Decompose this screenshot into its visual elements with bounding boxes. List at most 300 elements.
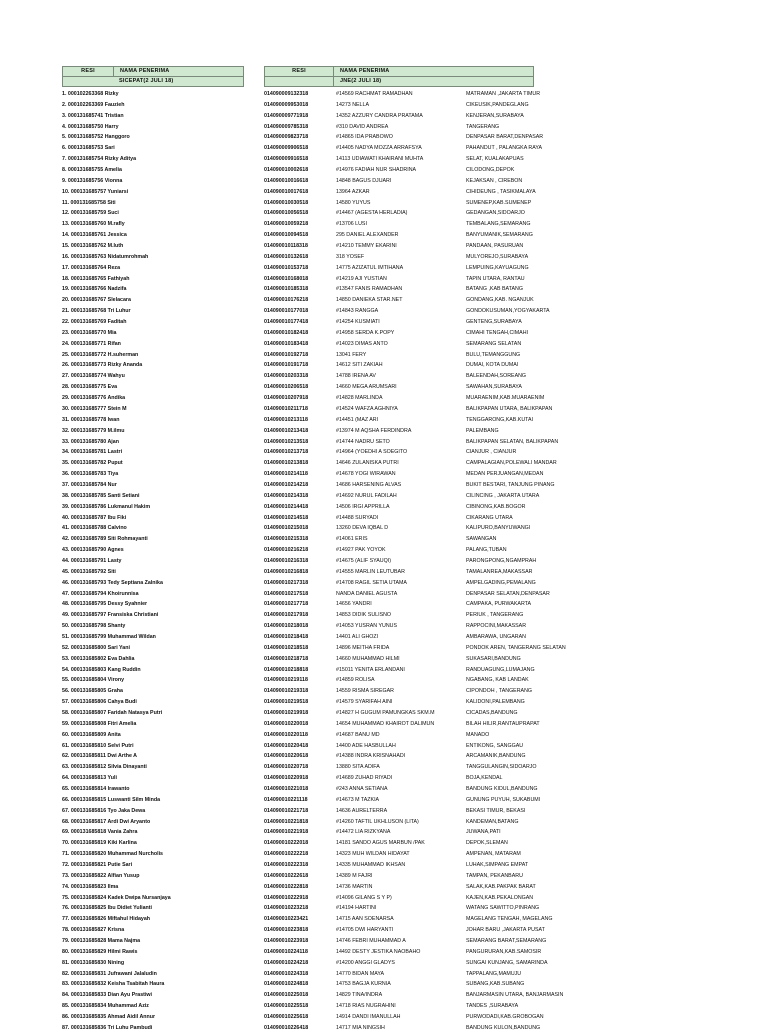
recipient-name: #14524 WAFZA AGHNIYA bbox=[336, 405, 398, 412]
recipient-address: SELAT, KUALAKAPUAS bbox=[466, 156, 524, 163]
shipment-row bbox=[62, 958, 762, 969]
jne-resi: 014090010218018 bbox=[264, 623, 309, 630]
recipient-name: 13260 DEVA IQBAL D bbox=[336, 525, 389, 532]
recipient-address: PANGURURAN,KAB.SAMOSIR bbox=[466, 948, 542, 955]
sicepat-entry: 69. 000131685818 Vania Zahra bbox=[62, 829, 138, 836]
recipient-name: 13041 FERY bbox=[336, 351, 367, 358]
jne-resi: 014090010221818 bbox=[264, 818, 309, 825]
shipment-row bbox=[62, 176, 762, 187]
jne-resi: 014090010216218 bbox=[264, 547, 309, 554]
jne-resi: 014090010183418 bbox=[264, 340, 309, 347]
recipient-address: PURWODADI,KAB.GROBOGAN bbox=[466, 1014, 544, 1021]
jne-resi: 014090010218818 bbox=[264, 666, 309, 673]
jne-resi: 014090010056518 bbox=[264, 210, 309, 217]
sicepat-entry: 41. 000131685788 Calvino bbox=[62, 525, 127, 532]
shipment-row bbox=[62, 795, 762, 806]
jne-resi: 014090010213518 bbox=[264, 438, 309, 445]
shipment-row bbox=[62, 545, 762, 556]
recipient-name: 14718 RIAS NUGRAHINI bbox=[336, 1003, 396, 1010]
recipient-name: 14612 SITI ZAKIAH bbox=[336, 362, 383, 369]
sicepat-entry: 75. 000131685824 Kadek Dwipa Nursanjaya bbox=[62, 894, 171, 901]
shipment-row bbox=[62, 426, 762, 437]
recipient-name: #14061 ERIS bbox=[336, 536, 368, 543]
jne-resi: 014090010214218 bbox=[264, 481, 309, 488]
recipient-name: 14850 DANIEKA STAR.NET bbox=[336, 297, 403, 304]
recipient-address: AMPELGADING,PEMALANG bbox=[466, 579, 536, 586]
shipment-row bbox=[62, 219, 762, 230]
recipient-name: 14775 AZIZATUL IMTIHANA bbox=[336, 264, 404, 271]
jne-resi-heading: RESI bbox=[265, 67, 334, 76]
recipient-address: MAGELANG TENGAH, MAGELANG bbox=[466, 916, 553, 923]
shipment-row bbox=[62, 871, 762, 882]
shipment-row bbox=[62, 686, 762, 697]
recipient-name: 14753 BAGJA KURNIA bbox=[336, 981, 391, 988]
sicepat-entry: 11. 000131685758 Siti bbox=[62, 199, 116, 206]
sicepat-entry: 27. 000131685774 Wahyu bbox=[62, 373, 125, 380]
recipient-name: 14848 BAGUS DJUARI bbox=[336, 177, 392, 184]
shipment-row bbox=[62, 599, 762, 610]
recipient-address: SAWANGAN bbox=[466, 536, 497, 543]
shipment-row bbox=[62, 882, 762, 893]
recipient-address: BATANG ,KAB BATANG bbox=[466, 286, 524, 293]
sicepat-entry: 26. 000131685773 Rizky Ananda bbox=[62, 362, 143, 369]
recipient-address: NGABANG, KAB LANDAK bbox=[466, 677, 529, 684]
sicepat-entry: 80. 000131685829 Hilmi Rawis bbox=[62, 948, 138, 955]
jne-resi: 014090010214518 bbox=[264, 514, 309, 521]
recipient-name: #14254 KUSMIATI bbox=[336, 319, 380, 326]
sicepat-entry: 23. 000131685770 Mia bbox=[62, 329, 117, 336]
sicepat-entry: 8. 000131685755 Amelia bbox=[62, 167, 122, 174]
jne-resi: 014090010153718 bbox=[264, 264, 309, 271]
sicepat-entry: 54. 000131685803 Kang Ruddin bbox=[62, 666, 141, 673]
sicepat-entry: 7. 000131685754 Rizky Aditya bbox=[62, 156, 137, 163]
sicepat-entry: 48. 000131685795 Dessy Syahnier bbox=[62, 601, 148, 608]
shipment-row bbox=[62, 773, 762, 784]
sicepat-entry: 22. 000131685769 Faditah bbox=[62, 319, 127, 326]
sicepat-entry: 55. 000131685804 Virony bbox=[62, 677, 125, 684]
shipment-row bbox=[62, 437, 762, 448]
sicepat-entry: 38. 000131685785 Santi Setiani bbox=[62, 492, 140, 499]
sicepat-entry: 74. 000131685823 Ilma bbox=[62, 883, 119, 890]
sicepat-entry: 61. 000131685810 Selvi Putri bbox=[62, 742, 134, 749]
shipment-row bbox=[62, 458, 762, 469]
recipient-name: 318 YOSEF bbox=[336, 253, 365, 260]
recipient-name: #243 ANNA SETIANA bbox=[336, 786, 388, 792]
recipient-address: TANGGULANGIN,SIDOARJO bbox=[466, 764, 537, 771]
shipment-row bbox=[62, 762, 762, 773]
recipient-name: #310 DAVID ANDREA bbox=[336, 123, 389, 130]
recipient-address: BOJA,KENDAL bbox=[466, 775, 503, 782]
recipient-address: KALIPURO,BANYUWANGI bbox=[466, 525, 531, 532]
recipient-name: 14181 SANDO AGUS MARBUN /PAK bbox=[336, 840, 425, 847]
jne-resi: 014090010219918 bbox=[264, 709, 309, 716]
sicepat-entry: 70. 000131685819 Kiki Karlina bbox=[62, 840, 137, 847]
sicepat-entry: 15. 000131685762 M.luth bbox=[62, 243, 124, 250]
sicepat-entry: 62. 000131685811 Dwi Arthe A bbox=[62, 753, 137, 760]
shipment-row bbox=[62, 523, 762, 534]
shipment-row bbox=[62, 89, 762, 100]
recipient-name: #14023 DIMAS ANTO bbox=[336, 340, 388, 347]
recipient-address: MUARAENIM,KAB.MUARAENIM bbox=[466, 395, 545, 402]
shipment-row bbox=[62, 100, 762, 111]
jne-resi: 014090010206518 bbox=[264, 384, 309, 391]
shipment-row bbox=[62, 230, 762, 241]
recipient-address: AMPENAN, MATARAM bbox=[466, 851, 521, 858]
jne-resi: 014090010215318 bbox=[264, 536, 309, 543]
recipient-address: BALEENDAH,SOREANG bbox=[466, 373, 527, 380]
recipient-address: GEDANGAN,SIDOARJO bbox=[466, 210, 525, 217]
shipment-row bbox=[62, 132, 762, 143]
recipient-address: DUMAI, KOTA DUMAI bbox=[466, 362, 519, 369]
sicepat-entry: 71. 000131685820 Muhammad Nurcholis bbox=[62, 851, 163, 858]
jne-resi: 014090010182418 bbox=[264, 329, 309, 336]
recipient-name: 14273 NELLA bbox=[336, 101, 369, 108]
jne-resi: 014090009132318 bbox=[264, 91, 309, 97]
recipient-address: ENTIKONG, SANGGAU bbox=[466, 742, 524, 749]
recipient-address: TAPPALANG,MAMUJU bbox=[466, 970, 522, 977]
sicepat-entry: 43. 000131685790 Agnes bbox=[62, 547, 124, 554]
recipient-name: #13706 LUSI bbox=[336, 221, 367, 228]
jne-resi: 014090010218418 bbox=[264, 633, 309, 640]
recipient-name: 14492 DESTY JESTIKA NAOBAHO bbox=[336, 948, 421, 955]
shipment-row bbox=[62, 860, 762, 871]
jne-resi: 014090010176218 bbox=[264, 297, 309, 304]
recipient-name: 14896 MEITHA FRIDA bbox=[336, 644, 390, 651]
shipment-row bbox=[62, 817, 762, 828]
recipient-name: #14488 SURYADI bbox=[336, 514, 379, 521]
jne-resi: 014090009953018 bbox=[264, 101, 309, 108]
recipient-name: #14569 RACHMAT RAMADHAN bbox=[336, 91, 413, 97]
recipient-address: CIKARANG UTARA bbox=[466, 514, 513, 521]
jne-resi: 014090010224118 bbox=[264, 948, 308, 955]
recipient-name: 14914 DANDI IMANULLAH bbox=[336, 1014, 401, 1021]
shipment-row bbox=[62, 122, 762, 133]
jne-resi: 014090010223421 bbox=[264, 916, 309, 923]
jne-resi: 014090010002618 bbox=[264, 167, 309, 174]
recipient-name: #14964 (YOEDHI A SOEGITO bbox=[336, 449, 408, 456]
recipient-address: DENPASAR SELATAN,DENPASAR bbox=[466, 590, 550, 597]
shipment-row bbox=[62, 806, 762, 817]
recipient-name: #14744 NADRU SETO bbox=[336, 438, 390, 445]
recipient-name: #14200 ANGGI GLADYS bbox=[336, 959, 395, 966]
recipient-address: BALIKPAPAN SELATAN, BALIKPAPAN bbox=[466, 438, 559, 445]
jne-resi: 014090010222818 bbox=[264, 883, 309, 890]
sicepat-entry: 29. 000131685776 Andika bbox=[62, 395, 126, 402]
jne-resi: 014090010221918 bbox=[264, 829, 309, 836]
recipient-address: JOHAR BARU ,JAKARTA PUSAT bbox=[466, 927, 545, 934]
recipient-address: TAPIN UTARA, RANTAU bbox=[466, 275, 525, 282]
jne-resi: 014090010217518 bbox=[264, 590, 309, 597]
shipment-row bbox=[62, 751, 762, 762]
sicepat-entry: 63. 000131685812 Silvia Dinayanti bbox=[62, 764, 147, 771]
jne-resi: 014090010217318 bbox=[264, 579, 309, 586]
jne-resi: 014090009823718 bbox=[264, 134, 309, 141]
recipient-name: 14660 MUHAMMAD HILMI bbox=[336, 655, 400, 662]
recipient-address: BILAH HILIR,RANTAUPRAPAT bbox=[466, 720, 540, 727]
shipment-row bbox=[62, 371, 762, 382]
sicepat-entry: 17. 000131685764 Reza bbox=[62, 264, 121, 271]
sicepat-entry: 59. 000131685808 Fitri Amelia bbox=[62, 720, 137, 727]
recipient-address: PALEMBANG bbox=[466, 427, 499, 434]
recipient-address: LEMPUING,KAYUAGUNG bbox=[466, 264, 529, 271]
sicepat-entry: 56. 000131685805 Graha bbox=[62, 688, 123, 695]
recipient-address: CIHIDEUNG , TASIKMALAYA bbox=[466, 188, 536, 195]
recipient-name: #14194 HARTINI bbox=[336, 905, 377, 912]
recipient-address: MANADO bbox=[466, 731, 490, 738]
shipment-row bbox=[62, 979, 762, 990]
shipment-row bbox=[62, 513, 762, 524]
recipient-name: #14260 TAFTIL UKHLUSON (LITA) bbox=[336, 818, 419, 825]
shipment-row bbox=[62, 208, 762, 219]
shipment-row bbox=[62, 360, 762, 371]
sicepat-entry: 68. 000131685817 Ardi Dwi Aryanto bbox=[62, 818, 151, 825]
shipment-row bbox=[62, 187, 762, 198]
shipment-row bbox=[62, 665, 762, 676]
sicepat-entry: 10. 000131685757 Yuniarsi bbox=[62, 188, 129, 195]
sicepat-entry: 72. 000131685821 Putie Sari bbox=[62, 862, 133, 869]
shipment-row bbox=[62, 741, 762, 752]
jne-resi: 014090010220018 bbox=[264, 720, 309, 727]
recipient-address: BALIKPAPAN UTARA, BALIKPAPAN bbox=[466, 405, 553, 412]
recipient-name: #14705 DWI HARYANTI bbox=[336, 927, 394, 934]
shipment-row bbox=[62, 784, 762, 795]
shipment-row bbox=[62, 838, 762, 849]
recipient-address: CIANJUR , CIANJUR bbox=[466, 449, 517, 456]
sicepat-entry: 32. 000131685779 M.ilmu bbox=[62, 427, 125, 434]
jne-resi: 014090010132618 bbox=[264, 253, 309, 260]
sicepat-entry: 20. 000131685767 Slelacara bbox=[62, 297, 131, 304]
recipient-address: CILODONG,DEPOK bbox=[466, 167, 515, 174]
jne-resi: 014090010177018 bbox=[264, 308, 309, 315]
shipment-row bbox=[62, 719, 762, 730]
jne-resi: 014090010218718 bbox=[264, 655, 309, 662]
sicepat-entry: 58. 000131685807 Faridah Natasya Putri bbox=[62, 709, 163, 716]
sicepat-nama-heading: NAMA PENERIMA bbox=[120, 68, 170, 74]
jne-resi: 014090010216818 bbox=[264, 568, 309, 575]
sicepat-entry: 46. 000131685793 Tedy Septiana Zalnika bbox=[62, 579, 163, 586]
recipient-name: #14678 YOGI WIRAWAN bbox=[336, 471, 396, 478]
recipient-address: PALANG,TUBAN bbox=[466, 547, 507, 554]
shipment-row bbox=[62, 263, 762, 274]
shipment-row bbox=[62, 198, 762, 209]
shipment-row bbox=[62, 404, 762, 415]
jne-resi: 014090010118318 bbox=[264, 243, 308, 250]
jne-group-heading: JNE(2 JULI 18) bbox=[340, 78, 382, 84]
recipient-address: PERIUK , TANGERANG bbox=[466, 612, 524, 619]
recipient-name: 14829 TINA/INDRA bbox=[336, 992, 383, 999]
shipment-row bbox=[62, 990, 762, 1001]
shipment-row bbox=[62, 295, 762, 306]
sicepat-group-heading: SICEPAT(2 JULI 18) bbox=[119, 78, 174, 84]
recipient-name: #14687 BANU MD bbox=[336, 731, 380, 738]
sicepat-entry: 83. 000131685832 Keisha Tsabitah Haura bbox=[62, 981, 165, 988]
shipment-row bbox=[62, 491, 762, 502]
recipient-address: SUNGAI KUNJANG, SAMARINDA bbox=[466, 959, 548, 966]
recipient-name: #14859 ROLISA bbox=[336, 677, 375, 684]
recipient-name: 14654 MUHAMMAD KHAIROT DALIMUN bbox=[336, 720, 435, 727]
recipient-address: BEKASI TIMUR, BEKASI bbox=[466, 807, 526, 814]
jne-resi: 014090010213418 bbox=[264, 427, 309, 434]
recipient-name: 14656 YANDRI bbox=[336, 601, 372, 608]
sicepat-entry: 4. 000131685750 Harry bbox=[62, 123, 119, 130]
sicepat-entry: 35. 000131685782 Puput bbox=[62, 460, 123, 467]
sicepat-entry: 45. 000131685792 Siti bbox=[62, 568, 116, 575]
recipient-address: PONDOK AREN, TANGERANG SELATAN bbox=[466, 644, 566, 651]
recipient-address: DENPASAR BARAT,DENPASAR bbox=[466, 134, 544, 141]
jne-resi: 014090010213718 bbox=[264, 449, 309, 456]
sicepat-entry: 86. 000131685835 Ahmad Aidil Annur bbox=[62, 1014, 156, 1021]
shipment-row bbox=[62, 165, 762, 176]
jne-resi: 014090010017618 bbox=[264, 188, 309, 195]
recipient-address: KENJERAN,SURABAYA bbox=[466, 112, 524, 119]
shipment-row bbox=[62, 154, 762, 165]
recipient-address: PAHANDUT , PALANGKA RAYA bbox=[466, 145, 543, 152]
jne-resi: 014090010219518 bbox=[264, 699, 309, 706]
jne-resi: 014090010203318 bbox=[264, 373, 309, 380]
shipment-row bbox=[62, 903, 762, 914]
recipient-name: #14692 NURUL FADILAH bbox=[336, 492, 397, 499]
jne-resi: 014090010016618 bbox=[264, 177, 309, 184]
recipient-name: 14580 YUYUS bbox=[336, 199, 371, 206]
shipment-row bbox=[62, 654, 762, 665]
shipment-row bbox=[62, 914, 762, 925]
jne-resi: 014090010030518 bbox=[264, 199, 309, 206]
recipient-address: RAPPOCINI,MAKASSAR bbox=[466, 623, 527, 630]
recipient-address: TAMPAN, PEKANBARU bbox=[466, 872, 523, 879]
sicepat-entry: 82. 000131685831 Jufrawani Jalaludin bbox=[62, 970, 157, 977]
sicepat-entry: 81. 000131685830 Nining bbox=[62, 959, 125, 966]
sicepat-entry: 13. 000131685760 M.rafly bbox=[62, 221, 125, 228]
sicepat-entry: 47. 000131685794 Khoirunnisa bbox=[62, 590, 139, 597]
jne-resi: 014090010224218 bbox=[264, 959, 309, 966]
recipient-name: #14219 AJI YUSTIAN bbox=[336, 275, 387, 282]
shipment-row bbox=[62, 415, 762, 426]
sicepat-entry: 85. 000131685834 Muhammad Aziz bbox=[62, 1003, 149, 1010]
recipient-address: KAJEN,KAB.PEKALONGAN bbox=[466, 894, 534, 901]
recipient-name: 14686 HARSENING ALVAS bbox=[336, 481, 402, 488]
jne-resi: 014090010213118 bbox=[264, 416, 308, 423]
shipment-row bbox=[62, 1001, 762, 1012]
recipient-address: TANGERANG bbox=[466, 123, 500, 130]
recipient-address: CIMAHI TENGAH,CIMAHI bbox=[466, 329, 528, 336]
recipient-address: TAMALANREA,MAKASSAR bbox=[466, 568, 533, 575]
jne-resi: 014090010214118 bbox=[264, 471, 308, 478]
sicepat-entry: 30. 000131685777 Stein M bbox=[62, 405, 127, 412]
recipient-address: CAMPAKA, PURWAKARTA bbox=[466, 601, 532, 608]
recipient-address: BUKIT BESTARI, TANJUNG PINANG bbox=[466, 481, 555, 488]
jne-resi: 014090010220718 bbox=[264, 764, 309, 771]
jne-resi: 014090010094518 bbox=[264, 232, 309, 239]
shipment-row bbox=[62, 643, 762, 654]
recipient-address: TANDES ,SURABAYA bbox=[466, 1003, 519, 1010]
jne-resi: 014090010217918 bbox=[264, 612, 309, 619]
recipient-name: 14113 UDIAWATI KHAIRANI MUHTA bbox=[336, 156, 424, 163]
sicepat-entry: 50. 000131685798 Shanty bbox=[62, 623, 126, 630]
jne-resi: 014090010223918 bbox=[264, 938, 309, 945]
recipient-name: #14675 (ALIF SYAUQI) bbox=[336, 557, 391, 564]
jne-resi: 014090010222618 bbox=[264, 872, 309, 879]
recipient-address: GONDOKUSUMAN,YOGYAKARTA bbox=[466, 308, 550, 315]
recipient-name: 13964 AZKAR bbox=[336, 188, 370, 195]
recipient-name: 14335 MUHAMMAD IKHSAN bbox=[336, 862, 406, 869]
recipient-address: PARONGPONG,NGAMPRAH bbox=[466, 557, 537, 564]
recipient-address: DEPOK,SLEMAN bbox=[466, 840, 508, 847]
shipment-row bbox=[62, 969, 762, 980]
recipient-name: 14788 IRENA AV bbox=[336, 373, 376, 380]
recipient-address: CICADAS,BANDUNG bbox=[466, 709, 518, 716]
shipment-row bbox=[62, 393, 762, 404]
sicepat-entry: 79. 000131685828 Mama Najma bbox=[62, 938, 141, 945]
recipient-address: TEMBALANG,SEMARANG bbox=[466, 221, 531, 228]
recipient-name: 14717 MIA NINGSIH bbox=[336, 1024, 385, 1031]
jne-resi: 014090010221718 bbox=[264, 807, 309, 814]
jne-resi: 014090010217718 bbox=[264, 601, 309, 608]
recipient-address: SUMENEP,KAB.SUMENEP bbox=[466, 199, 532, 206]
sicepat-entry: 33. 000131685780 Ajan bbox=[62, 438, 119, 445]
shipment-row bbox=[62, 274, 762, 285]
recipient-name: #14843 RANGGA bbox=[336, 308, 379, 315]
sicepat-entry: 76. 000131685825 Ibu Didiet Yulianti bbox=[62, 905, 152, 912]
jne-resi: 014090010222018 bbox=[264, 840, 309, 847]
sicepat-entry: 53. 000131685802 Eva Dahlia bbox=[62, 655, 135, 662]
shipment-row bbox=[62, 143, 762, 154]
shipment-row bbox=[62, 111, 762, 122]
recipient-name: 14389 M FAJRI bbox=[336, 872, 373, 879]
jne-resi: 014090010226418 bbox=[264, 1024, 309, 1031]
jne-resi: 014090010211718 bbox=[264, 405, 308, 412]
recipient-name: 14646 ZULANISKA PUTRI bbox=[336, 460, 399, 467]
sicepat-entry: 57. 000131685806 Cahya Budi bbox=[62, 699, 137, 706]
recipient-address: MULYOREJO,SURABAYA bbox=[466, 253, 529, 260]
recipient-address: GENTENG,SURABAYA bbox=[466, 319, 522, 326]
recipient-name: #14927 PAK YOYOK bbox=[336, 547, 386, 554]
recipient-name: #14579 SYARIFAH AINI bbox=[336, 699, 393, 706]
recipient-name: #14467 (AGESTA HERLADIA) bbox=[336, 210, 408, 217]
sicepat-entry: 44. 000131685791 Lasty bbox=[62, 557, 122, 564]
recipient-name: 14853 DIDIK SULISNO bbox=[336, 612, 392, 619]
recipient-address: SEMARANG BARAT,SEMARANG bbox=[466, 938, 547, 945]
jne-resi: 014090010224818 bbox=[264, 981, 309, 988]
recipient-name: #14673 M TAZKIA bbox=[336, 796, 380, 803]
shipment-row bbox=[62, 925, 762, 936]
sicepat-entry: 28. 000131685775 Eva bbox=[62, 384, 118, 391]
sicepat-entry: 24. 000131685771 Rifan bbox=[62, 340, 121, 347]
jne-resi: 014090010221018 bbox=[264, 786, 309, 792]
sicepat-entry: 14. 000131685761 Jessica bbox=[62, 232, 127, 239]
jne-resi: 014090010220418 bbox=[264, 742, 309, 749]
recipient-address: BANJARMASIN UTARA, BANJARMASIN bbox=[466, 992, 564, 999]
sicepat-entry: 36. 000131685783 Tiya bbox=[62, 471, 119, 478]
recipient-address: WATANG SAWITTO,PINRANG bbox=[466, 905, 540, 912]
shipment-row bbox=[62, 252, 762, 263]
recipient-address: CIKEUSIK,PANDEGLANG bbox=[466, 101, 529, 108]
sicepat-entry: 40. 000131685787 Ibu Fiki bbox=[62, 514, 127, 521]
recipient-address: SUKASARI,BANDUNG bbox=[466, 655, 521, 662]
recipient-address: SAWAHAN,SURABAYA bbox=[466, 384, 522, 391]
recipient-name: #14828 MARLINDA bbox=[336, 395, 383, 402]
jne-resi: 014090009785318 bbox=[264, 123, 309, 130]
shipment-row bbox=[62, 350, 762, 361]
sicepat-entry: 21. 000131685768 Tri Luhur bbox=[62, 308, 131, 315]
recipient-name: 14715 AAN SOENARSA bbox=[336, 916, 394, 923]
recipient-name: #15011 YENITA ERLANDANI bbox=[336, 666, 405, 673]
recipient-name: #14405 NADYA MOZZA ARRAFSYA bbox=[336, 145, 422, 152]
jne-resi: 014090010059218 bbox=[264, 221, 309, 228]
shipment-row bbox=[62, 284, 762, 295]
jne-resi: 014090009771918 bbox=[264, 112, 309, 119]
recipient-name: #14555 MARLIN LEUTUBAR bbox=[336, 568, 405, 575]
recipient-name: #14958 SERDA K.POPY bbox=[336, 329, 395, 336]
